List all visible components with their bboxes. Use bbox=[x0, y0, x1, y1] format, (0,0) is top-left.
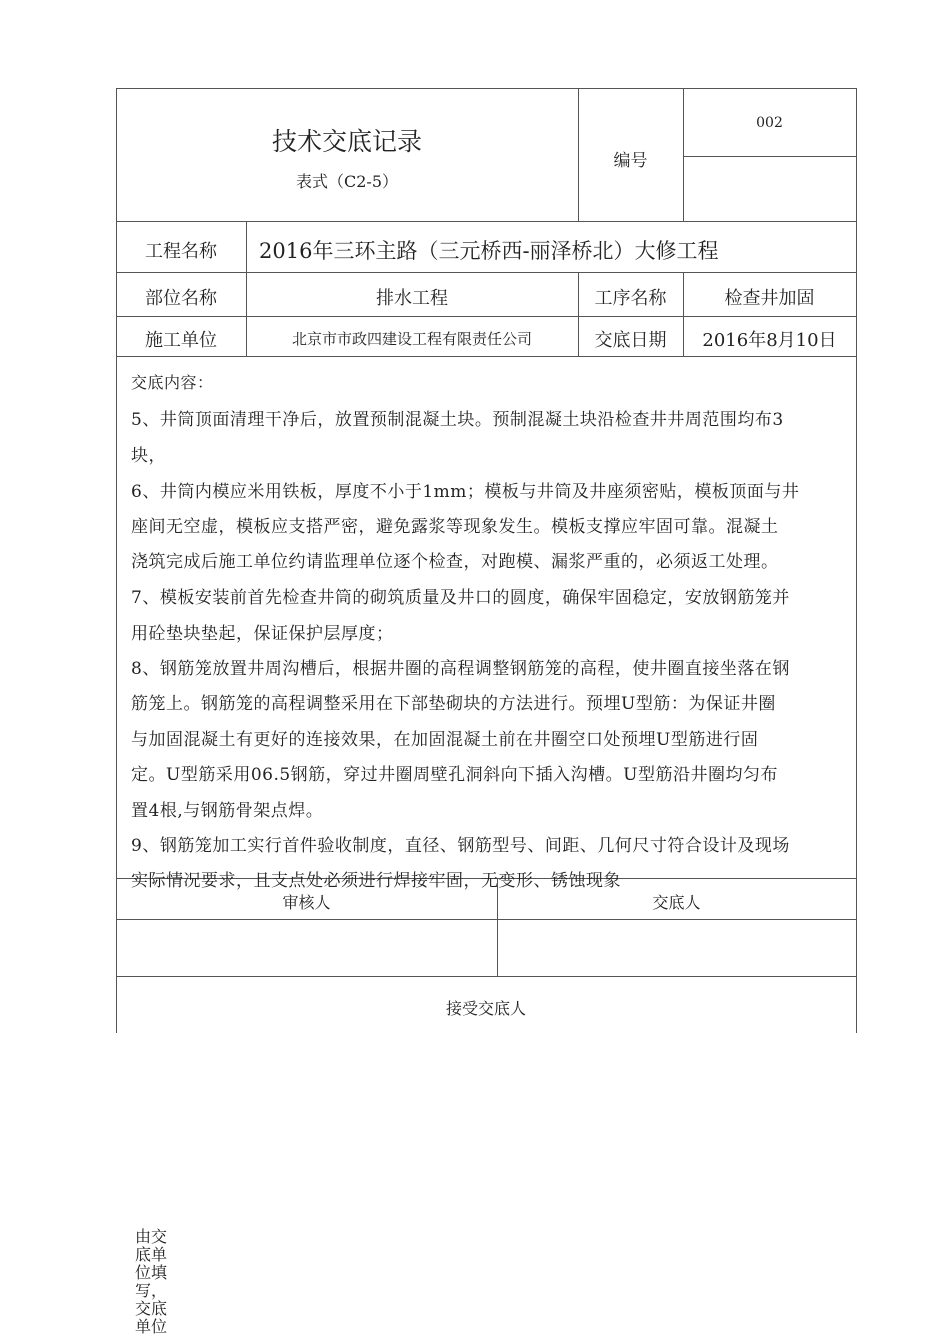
project-name-value: 2016年三环主路（三元桥西-丽泽桥北）大修工程 bbox=[259, 239, 719, 263]
presenter-label: 交底人 bbox=[652, 893, 701, 912]
content-line: 浇筑完成后施工单位约请监理单位逐个检查，对跑模、漏浆严重的，必须返工处理。 bbox=[131, 552, 779, 572]
content-line: 9、钢筋笼加工实行首件验收制度，直径、钢筋型号、间距、几何尺寸符合设计及现场 bbox=[131, 836, 790, 856]
content-line: 8、钢筋笼放置井周沟槽后，根据井圈的高程调整钢筋笼的高程，使井圈直接坐落在钢 bbox=[131, 659, 790, 679]
handover-date-value: 2016年8月10日 bbox=[702, 330, 837, 351]
content-line: 5、井筒顶面清理干净后，放置预制混凝土块。预制混凝土块沿检查井井周范围均布3 bbox=[131, 410, 784, 430]
content-line: 实际情况要求，且支点处必须进行焊接牢固，无变形、锈蚀现象 bbox=[131, 871, 621, 891]
table-row-divider bbox=[116, 919, 857, 920]
project-name-label: 工程名称 bbox=[145, 241, 217, 262]
content-line: 筋笼上。钢筋笼的高程调整采用在下部垫砌块的方法进行。预埋U型筋：为保证井圈 bbox=[131, 694, 776, 714]
number-value: 002 bbox=[756, 115, 783, 131]
part-name-label: 部位名称 bbox=[145, 288, 217, 309]
construction-unit-label: 施工单位 bbox=[145, 330, 217, 351]
number-label: 编号 bbox=[613, 151, 648, 171]
form-code: 表式（C2-5） bbox=[295, 172, 398, 191]
number-divider bbox=[683, 156, 857, 157]
table-border-top bbox=[116, 88, 857, 89]
table-border-right bbox=[856, 88, 857, 1033]
content-line: 置4根,与钢筋骨架点焊。 bbox=[131, 801, 324, 821]
content-line: 用砼垫块垫起，保证保护层厚度； bbox=[131, 624, 394, 644]
content-line: 块， bbox=[131, 446, 166, 466]
receiver-label: 接受交底人 bbox=[445, 999, 526, 1018]
content-line: 与加固混凝土有更好的连接效果，在加固混凝土前在井圈空口处预埋U型筋进行固 bbox=[131, 730, 759, 750]
content-line: 7、模板安装前首先检查井筒的砌筑质量及井口的圆度，确保牢固稳定，安放钢筋笼并 bbox=[131, 588, 790, 608]
part-name-value: 排水工程 bbox=[376, 288, 448, 309]
content-line: 座间无空虚，模板应支搭严密，避免露浆等现象发生。模板支撑应牢固可靠。混凝土 bbox=[131, 517, 779, 537]
handover-date-label: 交底日期 bbox=[594, 330, 667, 351]
table-row-divider bbox=[116, 221, 857, 222]
table-row-divider bbox=[116, 976, 857, 977]
table-row-divider bbox=[116, 316, 857, 317]
content-heading: 交底内容： bbox=[131, 373, 214, 392]
reviewer-label: 审核人 bbox=[282, 893, 331, 912]
process-name-value: 检查井加固 bbox=[724, 288, 815, 309]
process-name-label: 工序名称 bbox=[594, 288, 667, 309]
construction-unit-value: 北京市市政四建设工程有限责任公司 bbox=[291, 330, 532, 348]
column-divider bbox=[683, 88, 684, 222]
table-row-divider bbox=[116, 272, 857, 273]
handover-content bbox=[117, 357, 856, 891]
document-title: 技术交底记录 bbox=[271, 127, 422, 156]
footnote: 由交底单位填写，交底单位 bbox=[135, 1227, 168, 1336]
content-line: 定。U型筋采用06.5钢筋，穿过井圈周壁孔洞斜向下插入沟槽。U型筋沿井圈均匀布 bbox=[131, 765, 779, 785]
content-line: 6、井筒内模应米用铁板，厚度不小于1mm；模板与井筒及井座须密贴，模板顶面与井 bbox=[131, 482, 800, 502]
